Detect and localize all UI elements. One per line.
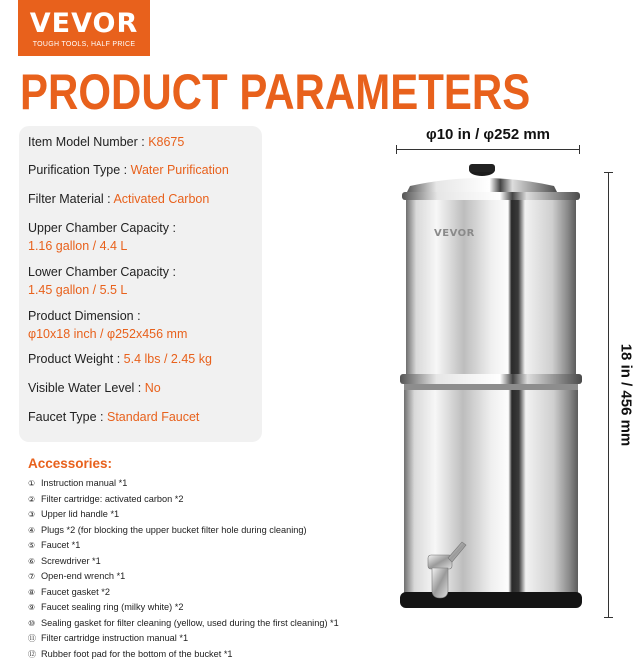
list-item: [28, 538, 388, 554]
item-text: Filter cartridge instruction manual *1: [41, 633, 189, 643]
item-number: ⑤: [28, 541, 36, 550]
param-label: Faucet Type :: [28, 410, 107, 424]
list-item: [28, 647, 388, 663]
item-number: ④: [28, 525, 36, 535]
item-text: Upper lid handle *1: [41, 509, 120, 519]
lid-rim: [402, 192, 580, 200]
param-value: 5.4 lbs / 2.45 kg: [123, 352, 212, 366]
accessories-list: [28, 476, 388, 662]
product-brand-mark: VEVOR: [434, 228, 475, 239]
item-number: ②: [28, 494, 36, 504]
logo-name: VEVOR: [29, 8, 139, 39]
water-filter-image: [388, 160, 594, 625]
item-text: Rubber foot pad for the bottom of the bucket *1: [41, 648, 233, 659]
width-dimension-label: φ10 in / φ252 mm: [425, 126, 550, 143]
item-text: Screwdriver *1: [41, 555, 101, 566]
param-label: Item Model Number :: [28, 135, 149, 149]
width-dimension-line: [396, 149, 580, 150]
faucet-spout: [432, 568, 448, 598]
param-visible-water-level: [28, 381, 262, 396]
param-value: No: [144, 381, 161, 395]
list-item: [28, 600, 388, 616]
item-number: ⑨: [28, 603, 36, 612]
chamber-joint: [400, 374, 582, 384]
page-title: PRODUCT PARAMETERS: [20, 64, 531, 120]
water-filter-illustration: [388, 160, 594, 625]
item-text: Plugs *2 (for blocking the upper bucket filter hole during cleaning): [41, 524, 307, 535]
vevor-logo: [18, 0, 150, 56]
item-number: ①: [28, 479, 36, 488]
param-upper-chamber: [28, 221, 262, 254]
item-text: Faucet gasket *2: [41, 586, 110, 597]
param-value: 1.16 gallon / 4.4 L: [28, 239, 128, 253]
param-label: Purification Type :: [28, 163, 131, 177]
list-item: [28, 476, 388, 492]
param-value: 1.45 gallon / 5.5 L: [28, 283, 128, 297]
chamber-joint-shadow: [404, 384, 578, 390]
param-value: Standard Faucet: [106, 410, 200, 424]
accessories-title: Accessories:: [28, 456, 113, 471]
param-label: Visible Water Level :: [28, 381, 145, 395]
param-value: φ10x18 inch / φ252x456 mm: [28, 327, 188, 341]
param-purification-type: [28, 163, 262, 178]
accessories-section: [28, 456, 388, 662]
logo-tagline: TOUGH TOOLS, HALF PRICE: [32, 41, 136, 48]
lid: [406, 178, 558, 194]
width-dimension: [396, 126, 580, 156]
item-text: Filter cartridge: activated carbon *2: [41, 493, 184, 504]
param-label: Upper Chamber Capacity :: [28, 221, 176, 235]
param-value: Water Purification: [130, 163, 229, 177]
param-lower-chamber: [28, 265, 262, 298]
item-number: ③: [28, 510, 36, 519]
param-filter-material: [28, 192, 262, 207]
parameters-panel: [19, 126, 262, 442]
rubber-base: [400, 592, 582, 608]
list-item: [28, 631, 388, 647]
item-number: ⑩: [28, 618, 36, 628]
height-dimension-line: [608, 172, 609, 618]
param-value: Activated Carbon: [113, 192, 210, 206]
item-text: Sealing gasket for filter cleaning (yellow, used during the first cleaning) *1: [41, 617, 339, 628]
list-item: [28, 585, 388, 601]
item-number: ⑧: [28, 587, 36, 597]
list-item: [28, 554, 388, 570]
list-item: [28, 523, 388, 539]
item-number: ⑫: [28, 649, 36, 659]
param-label: Product Weight :: [28, 352, 124, 366]
lid-knob-top: [469, 164, 495, 172]
item-text: Instruction manual *1: [41, 478, 128, 488]
list-item: [28, 492, 388, 508]
list-item: [28, 569, 388, 585]
item-text: Faucet sealing ring (milky white) *2: [41, 602, 184, 612]
param-value: K8675: [148, 135, 185, 149]
param-label: Filter Material :: [28, 192, 114, 206]
param-item-model: [28, 135, 262, 150]
upper-chamber: [406, 200, 576, 378]
param-product-dimension: [28, 309, 262, 342]
param-faucet-type: [28, 410, 262, 425]
item-text: Faucet *1: [41, 540, 81, 550]
list-item: [28, 616, 388, 632]
item-text: Open-end wrench *1: [41, 571, 126, 581]
item-number: ⑦: [28, 572, 36, 581]
list-item: [28, 507, 388, 523]
param-label: Product Dimension :: [28, 309, 141, 323]
item-number: ⑥: [28, 556, 36, 566]
item-number: ⑪: [28, 634, 36, 643]
param-product-weight: [28, 352, 262, 367]
height-dimension-label: 18 in / 456 mm: [617, 343, 635, 447]
height-dimension: [598, 172, 638, 618]
param-label: Lower Chamber Capacity :: [28, 265, 176, 279]
